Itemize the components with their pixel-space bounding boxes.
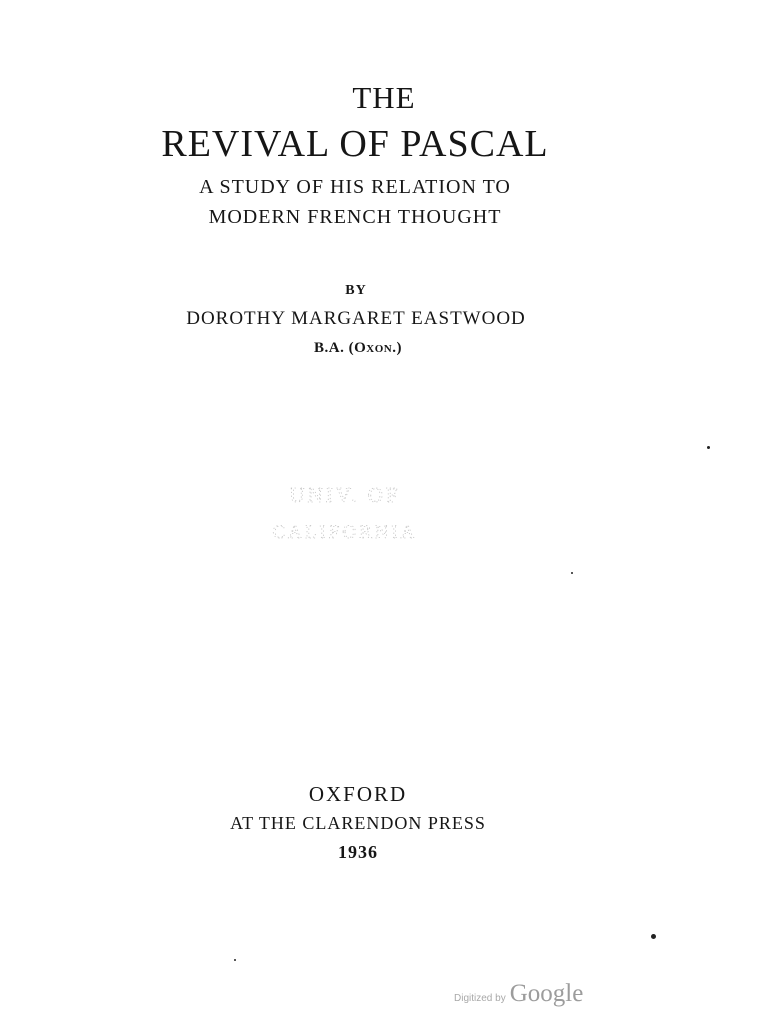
by-label: BY bbox=[345, 283, 367, 298]
imprint-city: OXFORD bbox=[308, 782, 408, 806]
subtitle-line-1: A STUDY OF HIS RELATION TO bbox=[199, 176, 511, 198]
author-degree bbox=[0, 341, 742, 356]
watermark-brand: Google bbox=[509, 980, 584, 1007]
digitized-watermark bbox=[454, 980, 583, 1008]
title-article: THE bbox=[352, 80, 416, 115]
speck bbox=[707, 446, 710, 449]
subtitle-line-2: MODERN FRENCH THOUGHT bbox=[208, 206, 502, 228]
stamp-line-1: UNIV. OF bbox=[289, 483, 401, 507]
speck bbox=[571, 572, 573, 574]
imprint-publisher: AT THE CLARENDON PRESS bbox=[230, 813, 486, 833]
book-title: REVIVAL OF PASCAL bbox=[161, 123, 549, 165]
imprint-year: 1936 bbox=[338, 842, 378, 862]
author-name: DOROTHY MARGARET EASTWOOD bbox=[186, 308, 526, 329]
degree-smallcaps: XON bbox=[366, 343, 393, 355]
watermark-prefix: Digitized by bbox=[454, 993, 506, 1004]
degree-prefix: B.A. (O bbox=[314, 340, 367, 356]
stamp-line-2: CALIFORNIA bbox=[272, 522, 418, 543]
degree-suffix: .) bbox=[392, 340, 402, 356]
speck bbox=[651, 934, 656, 939]
library-stamp bbox=[245, 478, 445, 550]
speck bbox=[234, 959, 236, 961]
